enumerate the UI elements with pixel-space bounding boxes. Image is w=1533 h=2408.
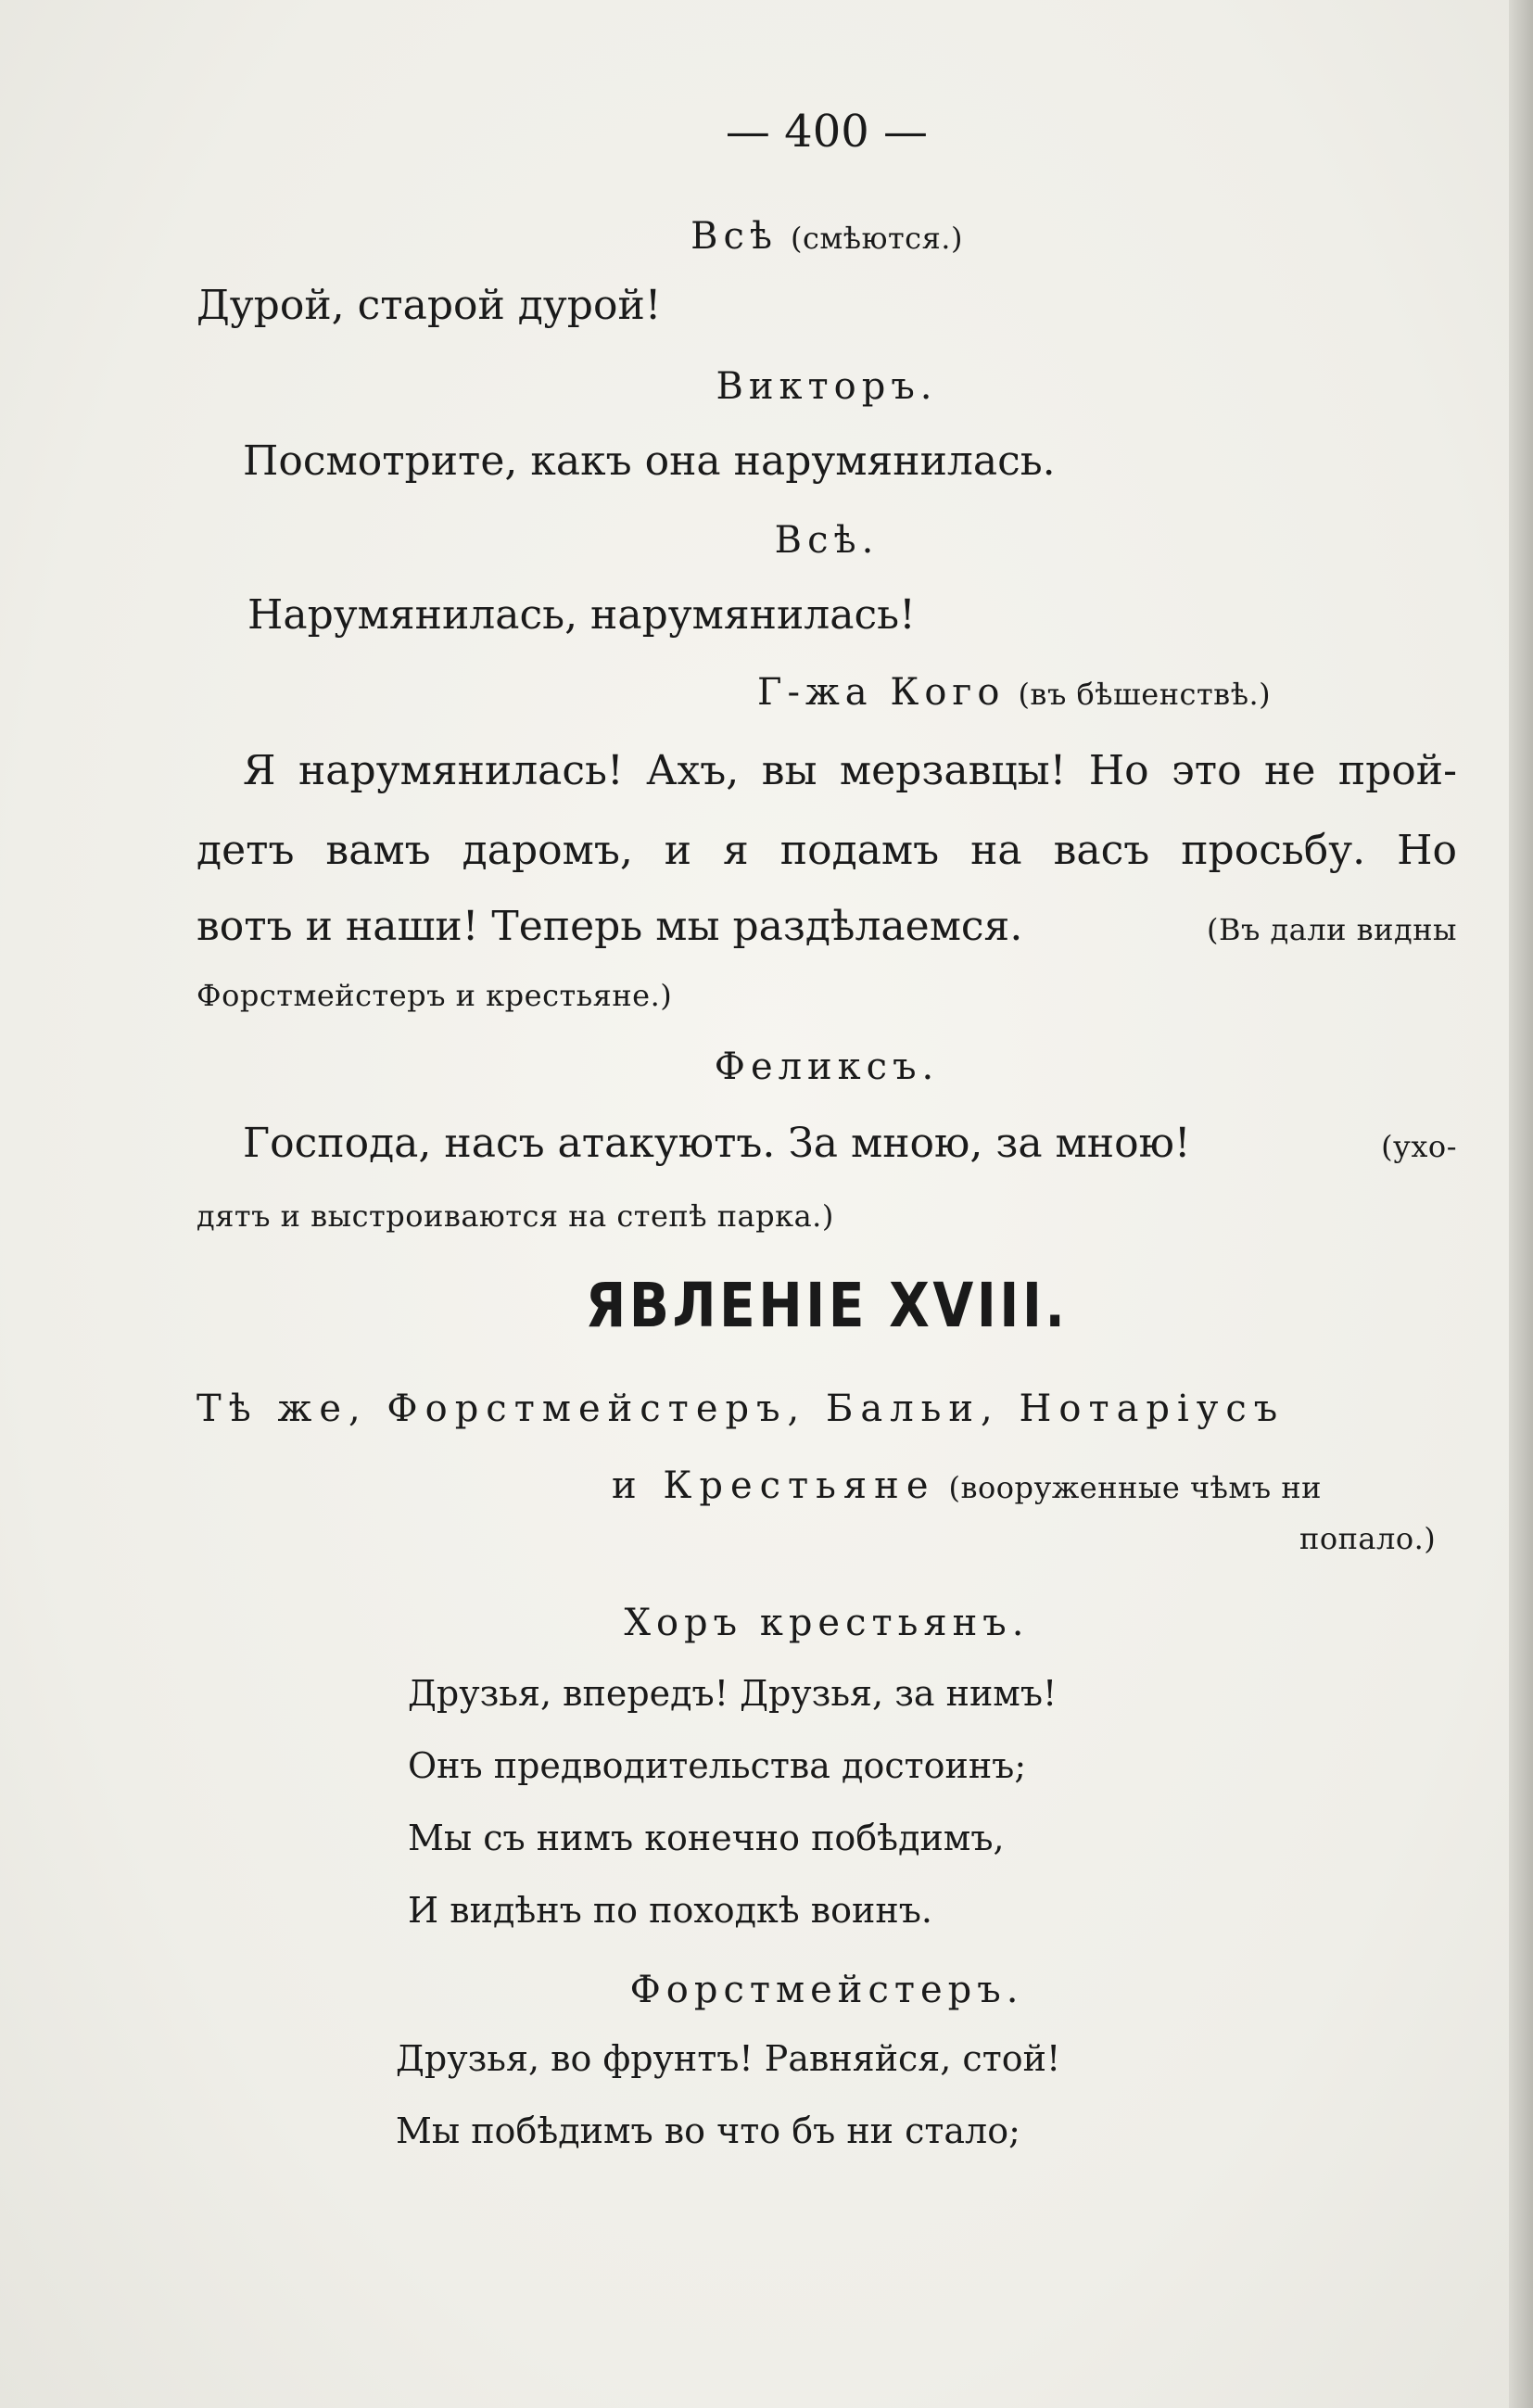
verse-line: Онъ предводительства достоинъ; [408,1745,1027,1786]
cast-list [612,1464,1322,1505]
speaker-label: Форстмейстеръ. [629,1969,1024,2011]
page-number: — 400 — [725,106,929,158]
verse-line: Друзья, во фрунтъ! Равняйся, стой! [396,2038,1061,2079]
dialogue-line: детъ вамъ даромъ, и я подамъ на васъ просьбу. Но [196,827,1457,874]
speaker-name [196,365,1457,406]
verse-line: И видѣнъ по походкѣ воинъ. [408,1890,932,1931]
speaker-label: Феликсъ. [714,1046,940,1088]
speaker-name [196,1969,1457,2009]
dialogue-text: вотъ и наши! Теперь мы раздѣлаемся. [196,903,1023,950]
speaker-label: Хоръ крестьянъ. [624,1602,1030,1644]
speaker-line [757,671,1271,712]
verse-line: Мы съ нимъ конечно побѣдимъ, [408,1818,1005,1858]
stage-direction: (въ бѣшенствѣ.) [1018,677,1272,712]
speaker-name [196,1046,1457,1086]
cast-list: Тѣ же, Форстмейстеръ, Бальи, Нотаріусъ [196,1388,1286,1430]
verse-line: Мы побѣдимъ во что бъ ни стало; [396,2110,1020,2151]
dialogue-line [196,903,1457,950]
stage-direction: (ухо- [1381,1129,1457,1164]
stage-direction: дятъ и выстроиваются на степѣ парка.) [196,1198,834,1234]
dialogue-line: Я нарумянилась! Ахъ, вы мерзавцы! Но это не прой- [243,747,1457,794]
dialogue-line [243,1120,1457,1167]
stage-direction: (вооруженные чѣмъ ни [948,1470,1322,1505]
stage-direction: (Въ дали видны [1207,912,1457,947]
speaker-name: Г-жа Кого [757,671,1006,714]
dialogue-text: Господа, насъ атакуютъ. За мною, за мною! [243,1120,1191,1167]
dialogue-line: Нарумянилась, нарумянилась! [247,591,916,639]
cast-names: и Крестьяне [612,1464,936,1507]
scene-heading-wrap [196,1270,1457,1341]
speaker-name [196,1602,1457,1642]
scene-heading: ЯВЛЕНІЕ XVIII. [585,1270,1069,1341]
speaker-label: Всѣ. [774,519,880,562]
stage-direction: (смѣются.) [791,221,963,256]
verse-line: Друзья, впередъ! Друзья, за нимъ! [408,1673,1058,1714]
dialogue-line: Посмотрите, какъ она нарумянилась. [243,437,1056,485]
speaker-label: Викторъ. [716,365,938,408]
speaker-name [196,519,1457,560]
speaker-line [196,215,1457,256]
stage-direction: Форстмейстеръ и крестьяне.) [196,978,673,1013]
speaker-name: Всѣ [690,215,778,258]
page-edge-shadow [1509,0,1533,2408]
dialogue-line: Дурой, старой дурой! [196,282,662,329]
stage-direction: попало.) [1299,1521,1437,1556]
